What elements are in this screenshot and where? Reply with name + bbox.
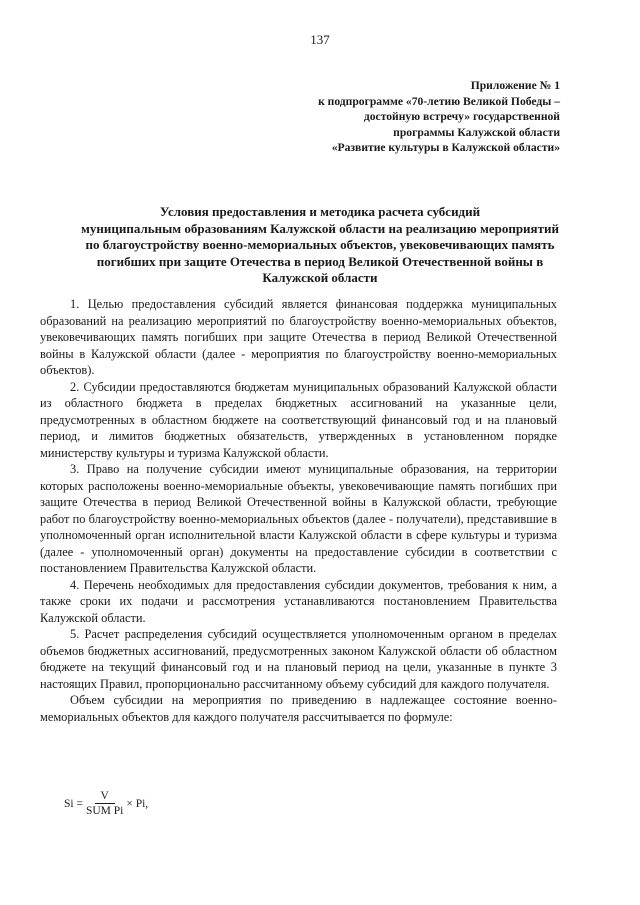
paragraph-formula-intro: Объем субсидии на мероприятия по приведению в надлежащее состояние военно-мемориальных объектов для каждого получателя рассчитывается по формуле: [40, 693, 557, 724]
appendix-line: к подпрограмме «70-летию Великой Победы – [318, 94, 560, 108]
formula-denominator: SUM Pi [85, 805, 124, 817]
title-line: погибших при защите Отечества в период Великой Отечественной войны в [96, 253, 544, 269]
appendix-line: «Развитие культуры в Калужской области» [331, 141, 560, 154]
document-title [40, 204, 600, 287]
formula-lhs: Si = [64, 797, 83, 810]
appendix-line: достойную встречу» государственной [363, 110, 560, 123]
paragraph-1: 1. Целью предоставления субсидий является финансовая поддержка муниципальных образований на реализацию мероприятий по благоустройству военно-мемориальных объектов, увековечивающих память погибших при защите Отечества в период Великой Отечественной войны в Калужской области (далее - мероприятия по благоустройству военно-мемориальных объектов). [40, 297, 557, 377]
title-line: по благоустройству военно-мемориальных объектов, увековечивающих память [85, 237, 555, 252]
formula-numerator: V [95, 790, 115, 804]
title-line: муниципальным образованиям Калужской области на реализацию мероприятий [81, 220, 559, 236]
title-line: Калужской области [262, 270, 378, 285]
paragraph-5: 5. Расчет распределения субсидий осуществляется уполномоченным органом в пределах объемов бюджетных ассигнований, предусмотренных законом Калужской области об областном бюджете на текущий финансовый год и на плановый период на цели, указанные в пункте 3 настоящих Правил, пропорционально рассчитанному объему субсидий для каждого получателя. [40, 627, 557, 691]
paragraph-2: 2. Субсидии предоставляются бюджетам муниципальных образований Калужской области из областного бюджета в пределах бюджетных ассигнований на указанные цели, предусмотренных в областном бюджете на соответствующий финансовый год и на плановый период, и лимитов бюджетных обязательств, утвержденных в установленном порядке министерству культуры и туризма Калужской области. [40, 379, 557, 460]
paragraph-4: 4. Перечень необходимых для предоставления субсидии документов, требования к ним, а также сроки их подачи и рассмотрения устанавливаются постановлением Правительства Калужской области. [40, 577, 557, 625]
appendix-line: Приложение № 1 [470, 79, 560, 92]
formula-fraction [86, 790, 123, 817]
paragraph-3: 3. Право на получение субсидии имеют муниципальные образования, на территории которых расположены военно-мемориальные объекты, увековечивающие память погибших при защите Отечества в период Великой Отечественной войны в Калужской области, требующие работ по благоустройству военно-мемориальных объектов (далее - получатели), представившие в уполномоченный орган исполнительной власти Калужской области в сфере культуры и туризма (далее - уполномоченный орган) документы на предоставление субсидии в соответствии с постановлением Правительства Калужской области. [40, 462, 557, 575]
appendix-note [260, 78, 560, 156]
page-number: 137 [310, 32, 330, 47]
formula-rhs: × Pi, [126, 797, 149, 810]
subsidy-formula [64, 790, 148, 817]
appendix-line: программы Калужской области [393, 125, 560, 139]
body-text [40, 296, 557, 725]
title-line: Условия предоставления и методика расчета субсидий [159, 204, 481, 219]
